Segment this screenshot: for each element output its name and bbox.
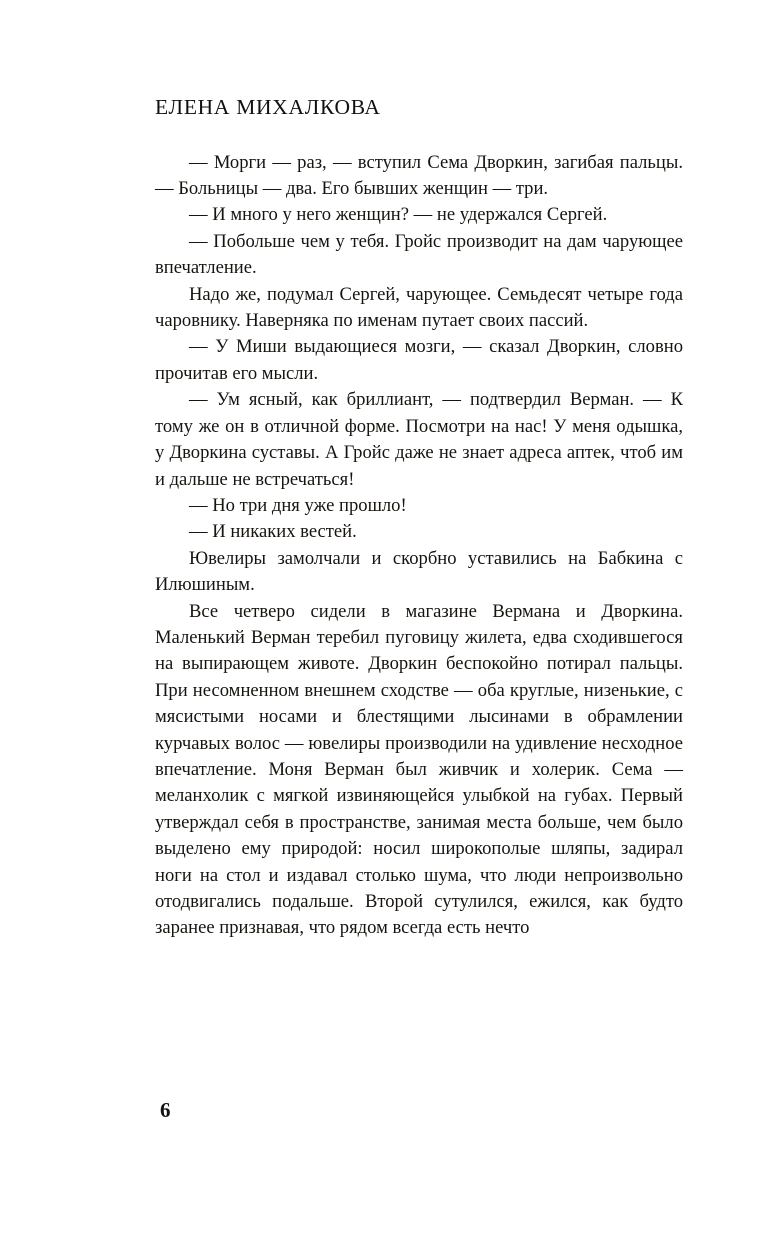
paragraph: — Побольше чем у тебя. Гройс производит на дам чарующее впечатление.: [155, 230, 683, 279]
paragraph: Надо же, подумал Сергей, чарующее. Семьдесят четыре года чаровнику. Наверняка по именам путает своих пассий.: [155, 283, 683, 332]
page-number: 6: [160, 1098, 171, 1122]
paragraph: Все четверо сидели в магазине Вермана и Дворкина. Маленький Верман теребил пуговицу жилета, едва сходившегося на выпирающем животе. Дворкин беспокойно потирал пальцы. При несомненном внешнем сходстве — оба круглые, низенькие, с мясистыми носами и блестящими лысинами в обрамлении курчавых волос — ювелиры производили на удивление несходное впечатление. Моня Верман был живчик и холерик. Сема — меланхолик с мягкой извиняющейся улыбкой на губах. Первый утверждал себя в пространстве, занимая места больше, чем было выделено ему природой: носил широкополые шляпы, задирал ноги на стол и издавал столько шума, что люди непроизвольно отодвигались подальше. Второй сутулился, ежился, как будто заранее признавая, что рядом всегда есть нечто: [155, 600, 683, 939]
paragraph: — И много у него женщин? — не удержался Сергей.: [189, 204, 608, 226]
page-content: [155, 96, 683, 942]
running-head-text: ЕЛЕНА МИХАЛКОВА: [155, 95, 381, 119]
paragraph: — Ум ясный, как бриллиант, — подтвердил Верман. — К тому же он в отличной форме. Посмотри на нас! У меня одышка, у Дворкина суставы. А Гройс даже не знает адреса аптек, чтоб им и дальше не встречаться!: [155, 389, 683, 490]
paragraph: — У Миши выдающиеся мозги, — сказал Дворкин, словно прочитав его мысли.: [155, 336, 683, 384]
body-text: [155, 150, 683, 942]
paragraph: — И никаких вестей.: [189, 521, 357, 543]
paragraph: Ювелиры замолчали и скорбно уставились на Бабкина с Илюшиным.: [155, 547, 683, 596]
paragraph: — Морги — раз, — вступил Сема Дворкин, загибая пальцы. — Больницы — два. Его бывших женщин — три.: [155, 151, 683, 200]
paragraph: — Но три дня уже прошло!: [189, 494, 407, 516]
running-head: [155, 96, 683, 120]
